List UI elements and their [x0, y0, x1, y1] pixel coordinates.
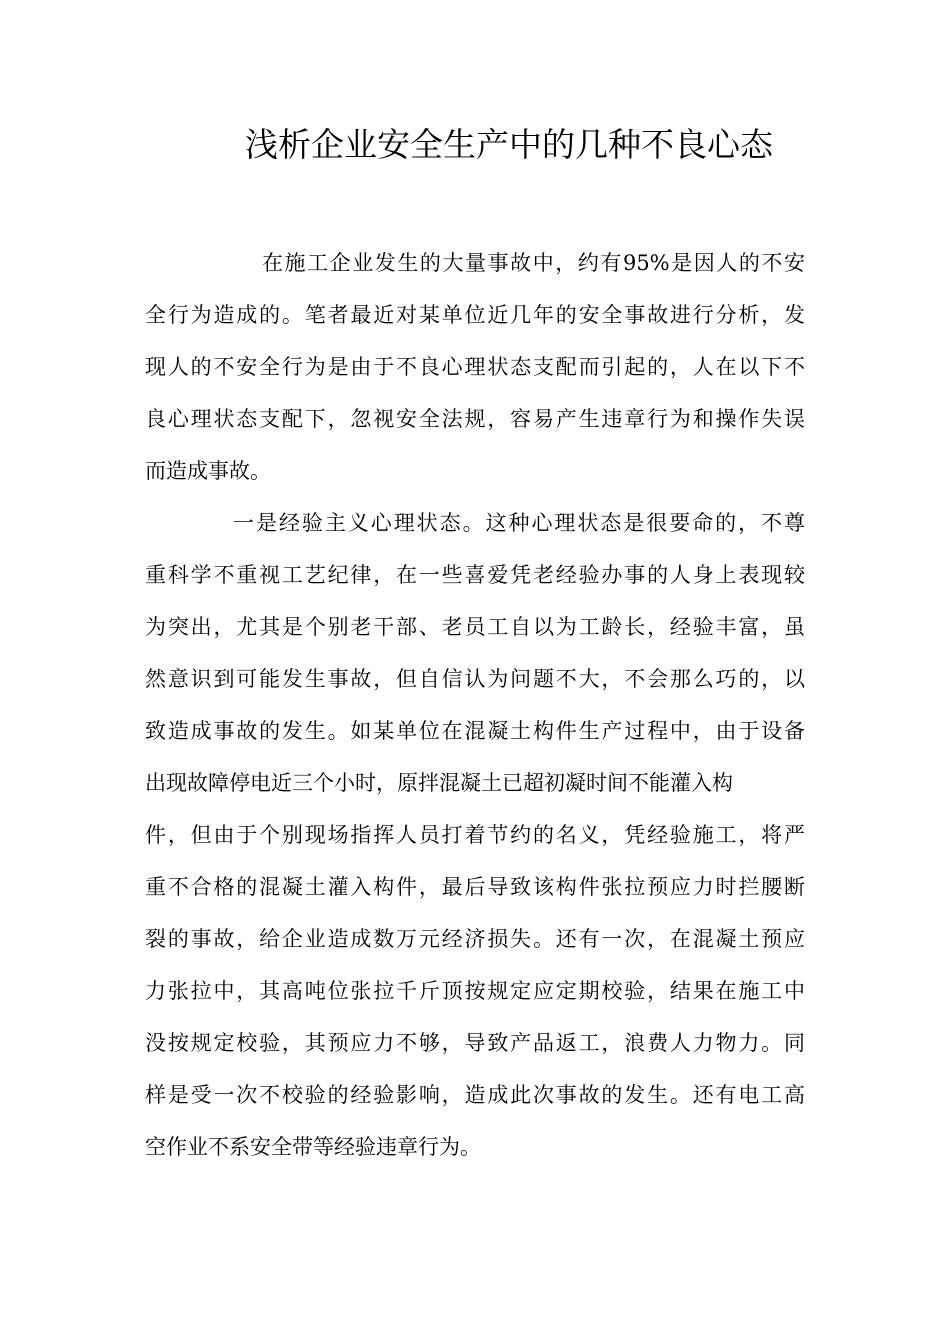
paragraph-line: 裂的事故，给企业造成数万元经济损失。还有一次，在混凝土预应: [145, 927, 805, 951]
paragraph-line: 全行为造成的。笔者最近对某单位近几年的安全事故进行分析，发: [145, 303, 805, 327]
paragraph-line: 空作业不系安全带等经验违章行为。: [145, 1135, 481, 1159]
paragraph-line: 样是受一次不校验的经验影响，造成此次事故的发生。还有电工高: [145, 1083, 805, 1107]
paragraph-line: 没按规定校验，其预应力不够，导致产品返工，浪费人力物力。同: [145, 1031, 805, 1055]
paragraph-line: 出现故障停电近三个小时，原拌混凝土已超初凝时间不能灌入构: [145, 771, 733, 795]
paragraph-line: 一是经验主义心理状态。这种心理状态是很要命的，不尊: [233, 511, 805, 535]
document-title: 浅析企业安全生产中的几种不良心态: [245, 125, 773, 164]
paragraph-line: 然意识到可能发生事故，但自信认为问题不大，不会那么巧的，以: [145, 667, 805, 691]
paragraph-line: 件，但由于个别现场指挥人员打着节约的名义，凭经验施工，将严: [145, 823, 805, 847]
paragraph-line: 致造成事故的发生。如某单位在混凝土构件生产过程中，由于设备: [145, 719, 805, 743]
paragraph-line: 力张拉中，其高吨位张拉千斤顶按规定应定期校验，结果在施工中: [145, 979, 805, 1003]
paragraph-line: 重科学不重视工艺纪律，在一些喜爱凭老经验办事的人身上表现较: [145, 563, 805, 587]
paragraph-line: 为突出，尤其是个别老干部、老员工自以为工龄长，经验丰富，虽: [145, 615, 805, 639]
paragraph-line: 良心理状态支配下，忽视安全法规，容易产生违章行为和操作失误: [145, 407, 805, 431]
paragraph-line: 在施工企业发生的大量事故中，约有95%是因人的不安: [262, 251, 805, 275]
paragraph-line: 重不合格的混凝土灌入构件，最后导致该构件张拉预应力时拦腰断: [145, 875, 805, 899]
paragraph-line: 而造成事故。: [145, 459, 271, 483]
paragraph-line: 现人的不安全行为是由于不良心理状态支配而引起的，人在以下不: [145, 355, 805, 379]
